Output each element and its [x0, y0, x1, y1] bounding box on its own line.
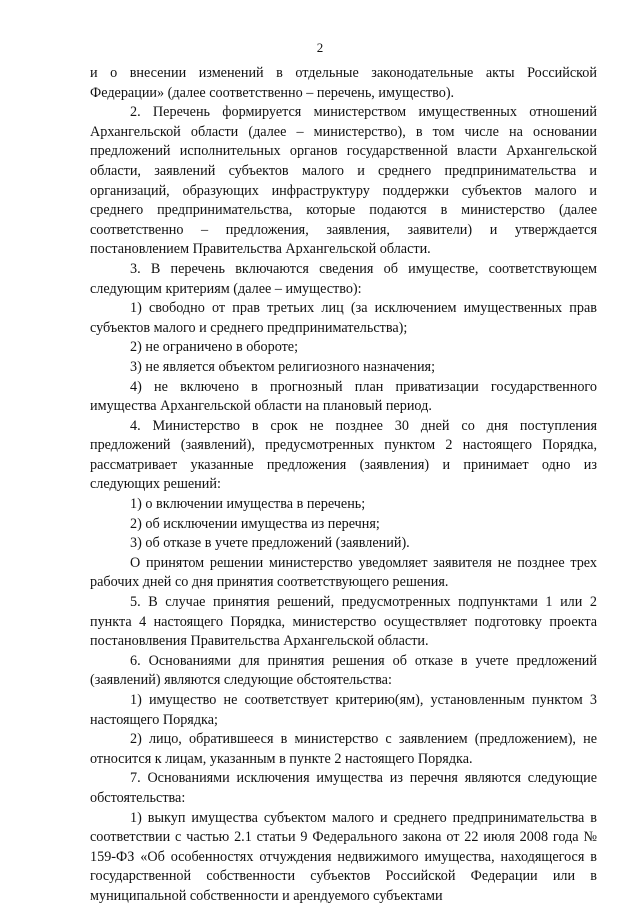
page-number: 2 — [316, 40, 324, 55]
paragraph-item-7: 7. Основаниями исключения имущества из перечня являются следующие обстоятельства: — [90, 770, 597, 806]
paragraph-item-4: 4. Министерство в срок не позднее 30 дней со дня поступления предложений (заявлений), предусмотренных пунктом 2 настоящего Порядка, рассматривает указанные предложения (заявления) и принимает одно из следующих решений: — [90, 417, 597, 493]
subitem-4-3: 3) об отказе в учете предложений (заявлений). — [130, 535, 410, 552]
subitem-4-1: 1) о включении имущества в перечень; — [130, 496, 366, 513]
subitem-3-4: 4) не включено в прогнозный план приватизации государственного имущества Архангельской области на плановый период. — [90, 378, 597, 415]
subitem-3-1: 1) свободно от прав третьих лиц (за исключением имущественных прав субъектов малого и среднего предпринимательства); — [90, 300, 597, 336]
subitem-6-1: 1) имущество не соответствует критерию(ям), установленным пунктом 3 настоящего Порядка; — [90, 692, 597, 728]
paragraph-item-6: 6. Основаниями для принятия решения об отказе в учете предложений (заявлений) являются следующие обстоятельства: — [90, 652, 597, 689]
paragraph-notification: О принятом решении министерство уведомляет заявителя не позднее трех рабочих дней со дня принятия соответствующего решения. — [90, 554, 597, 591]
subitem-7-1: 1) выкуп имущества субъектом малого и среднего предпринимательства в соответствии с частью 2.1 статьи 9 Федерального закона от 22 июля 2008 года № 159-ФЗ «Об особенностях отчуждения недвижимого имущества, находящегося в государственной собственности субъектов Российской Федерации или в муниципальной собственности и арендуемого субъектами — [90, 809, 597, 904]
paragraph-continuation: и о внесении изменений в отдельные законодательные акты Российской Федерации» (далее соответственно – перечень, имущество). — [90, 65, 597, 101]
paragraph-item-5: 5. В случае принятия решений, предусмотренных подпунктами 1 или 2 пункта 4 настоящего Порядка, министерство осуществляет подготовку проекта постановлвения Правительства Архангельской области. — [90, 594, 597, 650]
subitem-3-2: 2) не ограничено в обороте; — [130, 339, 299, 356]
paragraph-item-2: 2. Перечень формируется министерством имущественных отношений Архангельской области (далее – министерство), в том числе на основании предложений исполнительных органов государственной власти Архангельской области, заявлений субъектов малого и среднего предпринимательства и организаций, образующих инфраструктуру поддержки субъектов малого и среднего предпринимательства, которые подаются в министерство (далее соответственно – предложения, заявления, заявители) и утверждается постановлением Правительства Архангельской области. — [90, 104, 597, 258]
paragraph-item-3: 3. В перечень включаются сведения об имуществе, соответствующем следующим критериям (далее – имущество): — [90, 260, 597, 297]
subitem-4-2: 2) об исключении имущества из перечня; — [130, 515, 380, 532]
document-body — [90, 64, 597, 907]
subitem-6-2: 2) лицо, обратившееся в министерство с заявлением (предложением), не относится к лицам, указанным в пункте 2 настоящего Порядка. — [90, 731, 597, 767]
subitem-3-3: 3) не является объектом религиозного назначения; — [130, 358, 436, 375]
